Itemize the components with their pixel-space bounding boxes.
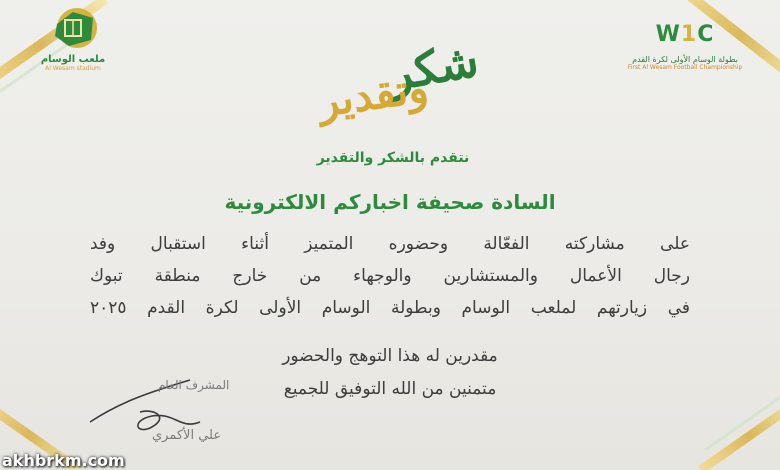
certificate-body [90, 228, 690, 324]
closing-line: متمنين من الله التوفيق للجميع [283, 379, 497, 399]
body-line: رجال الأعمال والمستشارين والوجهاء من خارج منطقة تبوك [90, 266, 690, 286]
championship-mark [610, 22, 760, 47]
body-line: في زيارتهم لملعب الوسام وبطولة الوسام الأولى لكرة القدم ٢٠٢٥ [90, 298, 690, 318]
gold-ribbon-bottom-right [698, 397, 780, 470]
signer-title: المشرف العام [158, 378, 230, 392]
calligraphy-word-1: شكر [384, 32, 483, 102]
site-watermark: akhbrkm.com [2, 451, 125, 470]
heading-subtitle: نتقدم بالشكر والتقدير [316, 150, 470, 166]
championship-name-en: First Al Wesam Football Championship [627, 64, 743, 71]
signature-block [60, 370, 230, 460]
championship-name-ar: بطولة الوسام الأولى لكرة القدم [632, 55, 738, 64]
mark-prefix: W [655, 22, 681, 47]
venue-name-ar: ملعب الوسام [40, 54, 106, 65]
mark-suffix: C [697, 22, 715, 47]
signer-name: علي الأكمري [152, 428, 222, 443]
calligraphy-heading [296, 26, 486, 146]
recipient-name: السادة صحيفة اخباركم الالكترونية [224, 190, 556, 214]
football-pitch-icon [47, 6, 99, 54]
closing-line: مقدرين له هذا التوهج والحضور [282, 346, 498, 366]
body-line: على مشاركته الفعّالة وحضوره المتميز أثناء استقبال وفد [90, 234, 690, 254]
calligraphy-word-2: وتقدير [314, 62, 431, 127]
mark-highlight: 1 [680, 22, 698, 47]
championship-logo [610, 4, 760, 71]
venue-logo [28, 6, 118, 72]
venue-name-en: Al Wesam stadium [45, 65, 101, 72]
